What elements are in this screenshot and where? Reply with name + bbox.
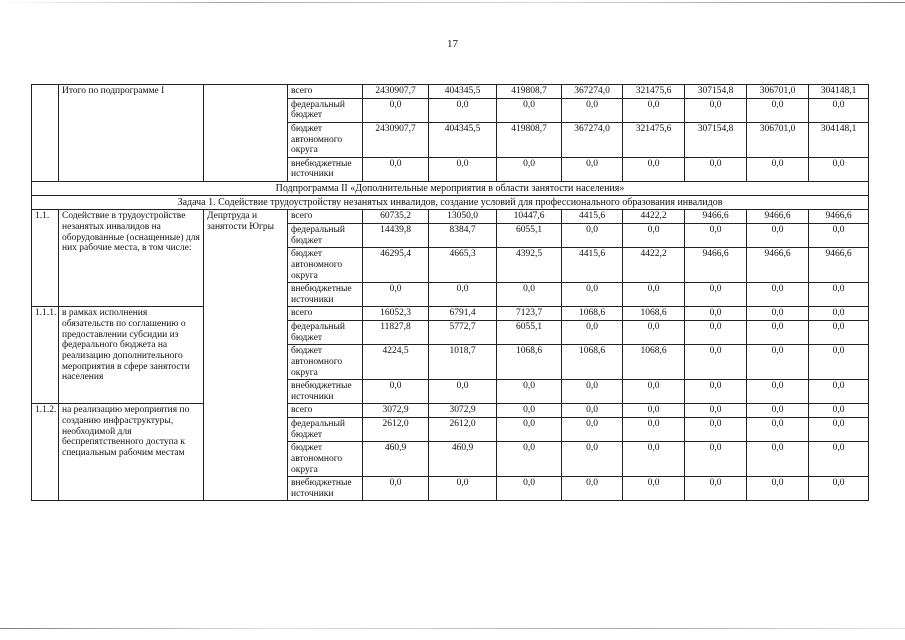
value-cell: 0,0 [562, 283, 623, 307]
value-cell: 9466,6 [685, 210, 747, 224]
value-cell: 0,0 [685, 442, 747, 477]
value-cell: 0,0 [685, 418, 747, 442]
value-cell: 419808,7 [497, 85, 562, 99]
value-cell: 0,0 [747, 404, 809, 418]
item-number: 1.1.2. [32, 404, 59, 501]
value-cell: 4392,5 [497, 248, 562, 283]
value-cell: 0,0 [685, 283, 747, 307]
scan-edge-top [0, 2, 905, 3]
value-cell: 2430907,7 [363, 85, 429, 99]
value-cell: 0,0 [685, 307, 747, 321]
value-cell: 0,0 [747, 477, 809, 501]
value-cell: 0,0 [809, 157, 869, 181]
value-cell: 1068,6 [623, 307, 685, 321]
value-cell: 0,0 [429, 380, 497, 404]
source-label: внебюджетные источники [288, 157, 363, 181]
value-cell: 13050,0 [429, 210, 497, 224]
value-cell: 0,0 [809, 345, 869, 380]
value-cell: 11827,8 [363, 321, 429, 345]
value-cell: 1068,6 [562, 345, 623, 380]
value-cell: 9466,6 [747, 248, 809, 283]
value-cell: 0,0 [623, 157, 685, 181]
item-executor: Депртруда и занятости Югры [204, 210, 288, 501]
value-cell: 9466,6 [809, 248, 869, 283]
source-label: бюджет автономного округа [288, 248, 363, 283]
value-cell: 0,0 [562, 98, 623, 122]
table-row [32, 196, 869, 210]
source-label: бюджет автономного округа [288, 345, 363, 380]
value-cell: 6055,1 [497, 321, 562, 345]
value-cell: 16052,3 [363, 307, 429, 321]
value-cell: 60735,2 [363, 210, 429, 224]
value-cell: 4422,2 [623, 248, 685, 283]
value-cell: 10447,6 [497, 210, 562, 224]
value-cell: 4415,6 [562, 248, 623, 283]
value-cell: 0,0 [623, 380, 685, 404]
table-row [32, 182, 869, 196]
value-cell: 0,0 [747, 307, 809, 321]
value-cell: 304148,1 [809, 122, 869, 157]
value-cell: 0,0 [685, 157, 747, 181]
value-cell: 367274,0 [562, 122, 623, 157]
value-cell: 6791,4 [429, 307, 497, 321]
budget-table [31, 84, 869, 501]
source-label: внебюджетные источники [288, 380, 363, 404]
value-cell: 0,0 [429, 157, 497, 181]
table-row [32, 307, 869, 321]
value-cell: 5772,7 [429, 321, 497, 345]
subprogram-heading: Подпрограмма II «Дополнительные мероприятия в области занятости населения» [32, 182, 869, 196]
value-cell: 0,0 [562, 442, 623, 477]
value-cell: 0,0 [809, 307, 869, 321]
value-cell: 0,0 [809, 283, 869, 307]
value-cell: 0,0 [623, 442, 685, 477]
value-cell: 9466,6 [685, 248, 747, 283]
source-label: федеральный бюджет [288, 321, 363, 345]
value-cell: 0,0 [429, 98, 497, 122]
value-cell: 0,0 [747, 224, 809, 248]
source-label: всего [288, 210, 363, 224]
table-row [32, 85, 869, 99]
source-label: бюджет автономного округа [288, 122, 363, 157]
source-label: всего [288, 307, 363, 321]
value-cell: 0,0 [623, 321, 685, 345]
value-cell: 0,0 [685, 224, 747, 248]
value-cell: 3072,9 [429, 404, 497, 418]
source-label: внебюджетные источники [288, 477, 363, 501]
value-cell: 0,0 [497, 380, 562, 404]
value-cell: 0,0 [685, 98, 747, 122]
value-cell: 0,0 [623, 283, 685, 307]
source-label: внебюджетные источники [288, 283, 363, 307]
value-cell: 0,0 [747, 157, 809, 181]
value-cell: 306701,0 [747, 122, 809, 157]
value-cell: 404345,5 [429, 85, 497, 99]
source-label: бюджет автономного округа [288, 442, 363, 477]
value-cell: 8384,7 [429, 224, 497, 248]
source-label: федеральный бюджет [288, 98, 363, 122]
value-cell: 0,0 [747, 418, 809, 442]
value-cell: 2612,0 [429, 418, 497, 442]
value-cell: 0,0 [809, 321, 869, 345]
value-cell: 367274,0 [562, 85, 623, 99]
value-cell: 0,0 [623, 224, 685, 248]
value-cell: 6055,1 [497, 224, 562, 248]
value-cell: 0,0 [747, 321, 809, 345]
value-cell: 0,0 [747, 98, 809, 122]
value-cell: 0,0 [623, 404, 685, 418]
value-cell: 9466,6 [809, 210, 869, 224]
item-number: 1.1.1. [32, 307, 59, 404]
value-cell: 0,0 [809, 224, 869, 248]
value-cell: 0,0 [809, 380, 869, 404]
value-cell: 0,0 [562, 157, 623, 181]
value-cell: 321475,6 [623, 122, 685, 157]
summary-executor [204, 85, 288, 182]
item-block [32, 210, 869, 501]
source-label: федеральный бюджет [288, 418, 363, 442]
value-cell: 321475,6 [623, 85, 685, 99]
value-cell: 0,0 [809, 477, 869, 501]
value-cell: 0,0 [809, 442, 869, 477]
value-cell: 1068,6 [562, 307, 623, 321]
scan-edge-bottom [0, 628, 905, 629]
table-row [32, 404, 869, 418]
value-cell: 307154,8 [685, 122, 747, 157]
value-cell: 0,0 [809, 418, 869, 442]
value-cell: 2430907,7 [363, 122, 429, 157]
value-cell: 7123,7 [497, 307, 562, 321]
value-cell: 0,0 [562, 418, 623, 442]
value-cell: 0,0 [685, 345, 747, 380]
page-number: 17 [447, 38, 458, 50]
value-cell: 0,0 [497, 283, 562, 307]
value-cell: 0,0 [562, 380, 623, 404]
value-cell: 0,0 [562, 477, 623, 501]
value-cell: 0,0 [747, 380, 809, 404]
value-cell: 0,0 [809, 404, 869, 418]
value-cell: 3072,9 [363, 404, 429, 418]
value-cell: 1018,7 [429, 345, 497, 380]
table-row [32, 210, 869, 224]
item-number: 1.1. [32, 210, 59, 307]
value-cell: 0,0 [497, 442, 562, 477]
item-title: в рамках исполнения обязательств по соглашению о предоставлении субсидии из федерального бюджета на реализацию дополнительного мероприятия в сфере занятости населения [59, 307, 204, 404]
value-cell: 9466,6 [747, 210, 809, 224]
value-cell: 4415,6 [562, 210, 623, 224]
value-cell: 304148,1 [809, 85, 869, 99]
value-cell: 0,0 [497, 98, 562, 122]
value-cell: 0,0 [747, 442, 809, 477]
value-cell: 0,0 [429, 477, 497, 501]
value-cell: 0,0 [363, 283, 429, 307]
value-cell: 460,9 [363, 442, 429, 477]
value-cell: 0,0 [623, 98, 685, 122]
value-cell: 2612,0 [363, 418, 429, 442]
value-cell: 0,0 [685, 477, 747, 501]
value-cell: 0,0 [809, 98, 869, 122]
row-number [32, 85, 59, 182]
summary-block [32, 85, 869, 210]
value-cell: 0,0 [429, 283, 497, 307]
value-cell: 0,0 [747, 283, 809, 307]
value-cell: 0,0 [497, 418, 562, 442]
value-cell: 4665,3 [429, 248, 497, 283]
value-cell: 0,0 [562, 404, 623, 418]
source-label: федеральный бюджет [288, 224, 363, 248]
value-cell: 0,0 [685, 404, 747, 418]
value-cell: 4422,2 [623, 210, 685, 224]
value-cell: 1068,6 [497, 345, 562, 380]
item-title: на реализацию мероприятия по созданию инфраструктуры, необходимой для беспрепятственного доступа к специальным рабочим местам [59, 404, 204, 501]
value-cell: 0,0 [363, 157, 429, 181]
summary-title: Итого по подпрограмме I [59, 85, 204, 182]
value-cell: 46295,4 [363, 248, 429, 283]
value-cell: 0,0 [363, 380, 429, 404]
value-cell: 460,9 [429, 442, 497, 477]
value-cell: 0,0 [623, 477, 685, 501]
value-cell: 0,0 [562, 224, 623, 248]
value-cell: 404345,5 [429, 122, 497, 157]
value-cell: 306701,0 [747, 85, 809, 99]
value-cell: 0,0 [747, 345, 809, 380]
value-cell: 0,0 [685, 321, 747, 345]
value-cell: 0,0 [497, 404, 562, 418]
value-cell: 419808,7 [497, 122, 562, 157]
value-cell: 0,0 [363, 477, 429, 501]
value-cell: 0,0 [623, 418, 685, 442]
value-cell: 14439,8 [363, 224, 429, 248]
value-cell: 0,0 [562, 321, 623, 345]
task-heading: Задача 1. Содействие трудоустройству незанятых инвалидов, создание условий для профессионального образования инвалидов [32, 196, 869, 210]
value-cell: 0,0 [497, 477, 562, 501]
value-cell: 0,0 [685, 380, 747, 404]
value-cell: 4224,5 [363, 345, 429, 380]
value-cell: 307154,8 [685, 85, 747, 99]
value-cell: 0,0 [363, 98, 429, 122]
value-cell: 0,0 [497, 157, 562, 181]
value-cell: 1068,6 [623, 345, 685, 380]
item-title: Содействие в трудоустройстве незанятых инвалидов на оборудованные (оснащенные) для них рабочие места, в том числе: [59, 210, 204, 307]
source-label: всего [288, 85, 363, 99]
source-label: всего [288, 404, 363, 418]
